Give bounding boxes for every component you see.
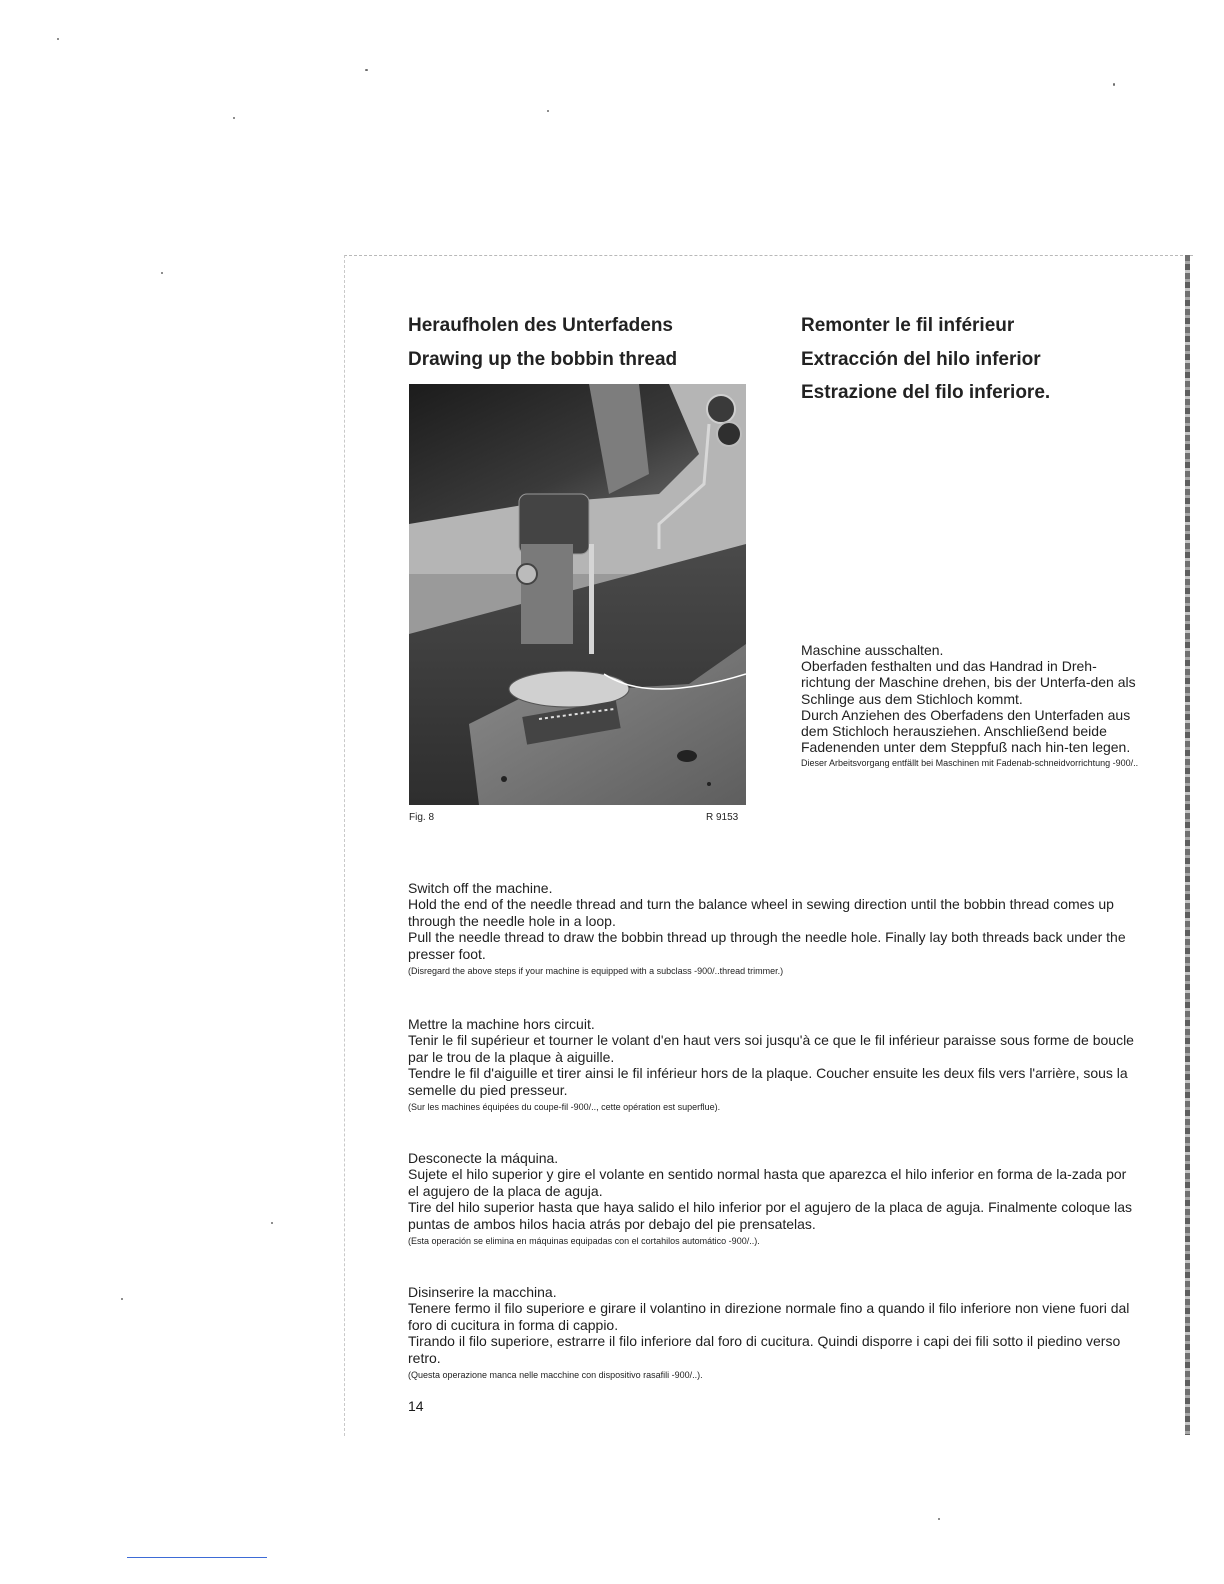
instruction-line: Sujete el hilo superior y gire el volante en sentido normal hasta que aparezca el hilo inferior en forma de la-zada por el agujero de la placa de aguja. (408, 1166, 1127, 1199)
scan-speck (233, 117, 235, 119)
instruction-line: Tenere fermo il filo superiore e girare il volantino in direzione normale fino a quando il filo inferiore non viene fuori dal foro di cucitura in forma di cappio. (408, 1300, 1130, 1333)
french-instructions (408, 1016, 1138, 1114)
heading-german: Heraufholen des Unterfadens (408, 315, 673, 336)
instruction-note: (Disregard the above steps if your machine is equipped with a subclass -900/..thread trimmer.) (408, 966, 784, 977)
figure-reference: R 9153 (706, 812, 739, 823)
instruction-note: (Questa operazione manca nelle macchine con dispositivo rasafili -900/..). (408, 1370, 703, 1381)
heading-italian: Estrazione del filo inferiore. (801, 382, 1051, 403)
scan-speck (1113, 83, 1115, 86)
instruction-line: Tirando il filo superiore, estrarre il filo inferiore dal foro di cucitura. Quindi disporre i capi dei fili sotto il piedino verso retro. (408, 1333, 1121, 1366)
instruction-line: Mettre la machine hors circuit. (408, 1016, 595, 1032)
instruction-line: Tenir le fil supérieur et tourner le volant d'en haut vers soi jusqu'à ce que le fil inférieur paraisse sous forme de boucle par le trou de la plaque à aiguille. (408, 1032, 1134, 1065)
spanish-instructions (408, 1150, 1138, 1248)
scan-speck (121, 1298, 123, 1300)
instruction-line: Switch off the machine. (408, 880, 553, 896)
german-instructions (801, 642, 1141, 770)
instruction-line: Tire del hilo superior hasta que haya salido el hilo inferior por el agujero de la placa de aguja. Finalmente coloque las puntas de ambos hilos hacia atrás por debajo del pie prensatelas. (408, 1199, 1133, 1232)
sewing-machine-photo (409, 384, 746, 805)
instruction-note: (Sur les machines équipées du coupe-fil -900/.., cette opération est superflue). (408, 1102, 721, 1113)
instruction-line: Tendre le fil d'aiguille et tirer ainsi le fil inférieur hors de la plaque. Coucher ensuite les deux fils vers l'arrière, sous la semelle du pied presseur. (408, 1065, 1128, 1098)
scan-speck (161, 272, 163, 274)
heading-english: Drawing up the bobbin thread (408, 349, 678, 370)
scan-speck (938, 1518, 940, 1520)
instruction-line: Maschine ausschalten. (801, 642, 944, 658)
page-number: 14 (408, 1398, 424, 1414)
instruction-note: (Esta operación se elimina en máquinas equipadas con el cortahilos automático -900/..). (408, 1236, 760, 1247)
page-right-edge (1185, 255, 1190, 1435)
scan-speck (547, 110, 549, 112)
instruction-line: Oberfaden festhalten und das Handrad in Dreh-richtung der Maschine drehen, bis der Unterfa-den als Schlinge aus dem Stichloch kommt. (801, 658, 1136, 707)
bottom-edge-line (127, 1557, 267, 1558)
instruction-line: Durch Anziehen des Oberfadens den Unterfaden aus dem Stichloch herausziehen. Anschließend beide Fadenenden unter dem Steppfuß nach hin-ten legen. (801, 706, 1131, 756)
photo-illustration (409, 384, 746, 805)
instruction-note: Dieser Arbeitsvorgang entfällt bei Maschinen mit Fadenab-schneidvorrichtung -900/.. (801, 758, 1139, 769)
instruction-line: Desconecte la máquina. (408, 1150, 559, 1166)
heading-french: Remonter le fil inférieur (801, 315, 1015, 336)
scan-speck (271, 1222, 273, 1224)
figure-caption: Fig. 8 (409, 812, 435, 823)
italian-instructions (408, 1284, 1138, 1382)
instruction-line: Disinserire la macchina. (408, 1284, 557, 1300)
heading-spanish: Extracción del hilo inferior (801, 349, 1041, 370)
english-instructions (408, 880, 1138, 978)
scan-speck (57, 38, 59, 40)
instruction-line: Pull the needle thread to draw the bobbin thread up through the needle hole. Finally lay both threads back under the presser foot. (408, 929, 1126, 962)
scan-speck (365, 69, 368, 71)
instruction-line: Hold the end of the needle thread and turn the balance wheel in sewing direction until the bobbin thread comes up through the needle hole in a loop. (408, 896, 1114, 929)
